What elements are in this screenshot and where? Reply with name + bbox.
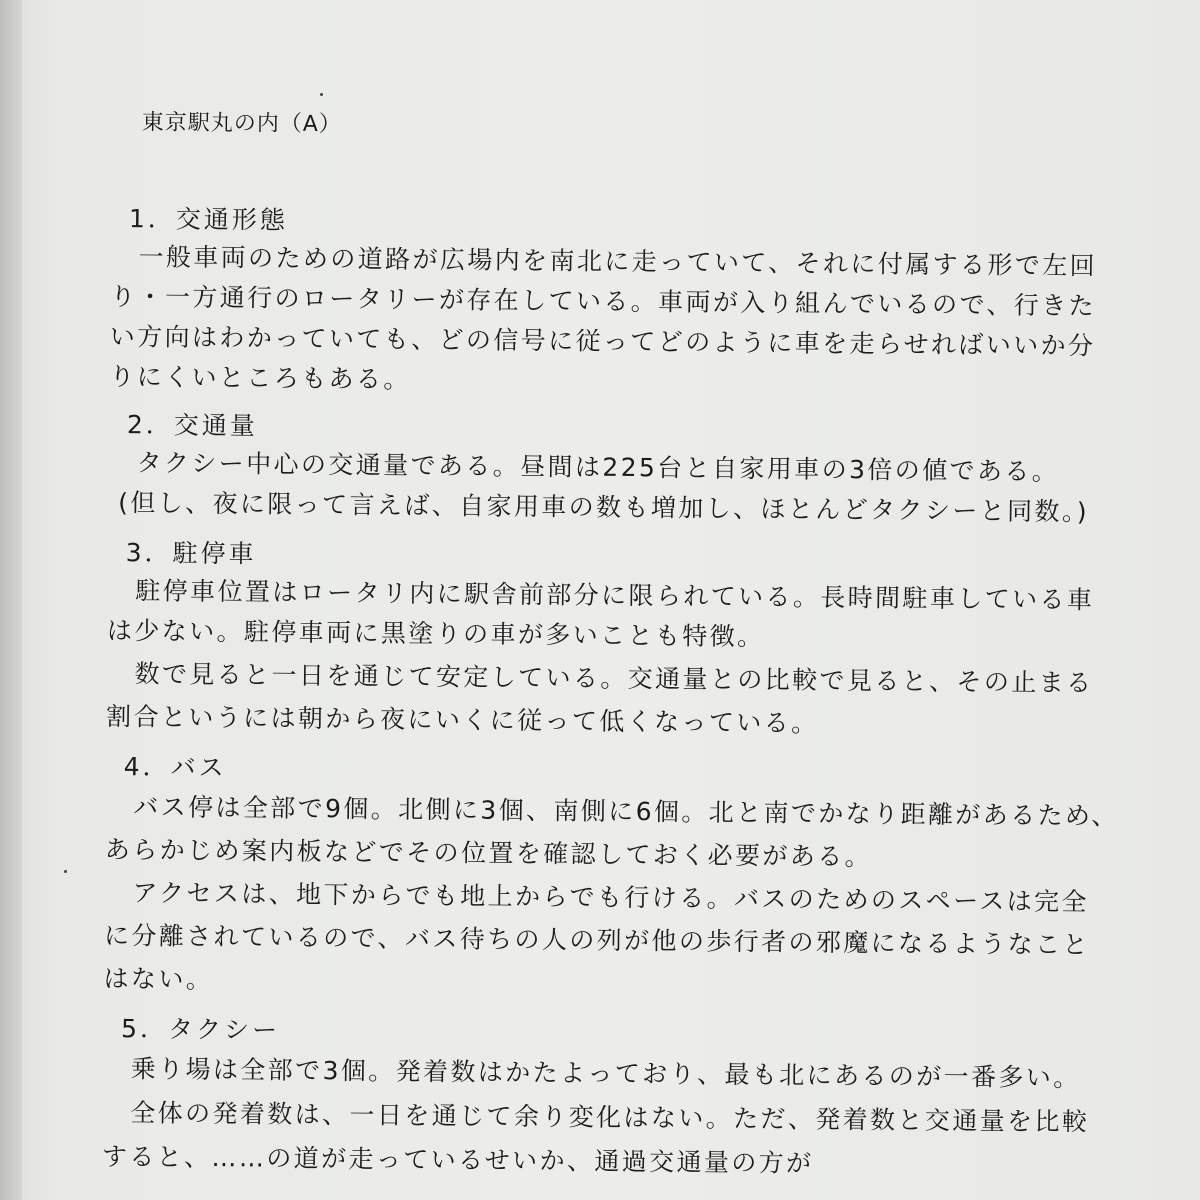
section-heading-taxi: 5．タクシー [120, 1014, 281, 1045]
paragraph-line: 数で見ると一日を通じて安定している。交通量との比較で見ると、その止まる [134, 659, 1094, 698]
page-title: 東京駅丸の内（A） [141, 110, 343, 138]
section-heading-parking: 3．駐停車 [125, 538, 257, 569]
paragraph-line: (但し、夜に限って言えば、自家用車の数も増加し、ほとんどタクシーと同数。) [118, 488, 1090, 527]
paragraph-line: りにくいところもある。 [109, 361, 411, 394]
paragraph-line: 駐停車位置はロータリ内に駅舎前部分に限られている。長時間駐車している車 [135, 576, 1095, 615]
section-heading-traffic-volume: 2．交通量 [126, 410, 258, 441]
section-heading-bus: 4．バス [123, 752, 227, 783]
paragraph-line: に分離されているので、バス待ちの人の列が他の歩行者の邪魔になるようなこと [103, 920, 1091, 960]
paragraph-line: すると、……の道が走っているせいか、通過交通量の方が [101, 1141, 814, 1178]
paragraph-line: アクセスは、地下からでも地上からでも行ける。バスのためのスペースは完全 [132, 878, 1090, 917]
paragraph-line: 割合というには朝から夜にいくに従って低くなっている。 [105, 701, 819, 738]
document-page [22, 0, 1200, 1200]
paragraph-line: り・一方通行のロータリーが存在している。車両が入り組んでいるので、行きた [110, 281, 1097, 321]
paragraph-line: あらかじめ案内板などでその位置を確認しておく必要がある。 [104, 834, 873, 872]
paragraph-line: タクシー中心の交通量である。昼間は225台と自家用車の3倍の値である。 [136, 448, 1060, 487]
paragraph-line: 乗り場は全部で3個。発着数はかたよっており、最も北にあるのが一番多い。 [130, 1054, 1081, 1093]
page-fold-shadow [0, 0, 22, 1200]
document-body [101, 105, 1172, 1178]
paragraph-line: い方向はわかっていても、どの信号に従ってどのように車を走らせればいいか分 [109, 321, 1096, 361]
paragraph-line: 一般車両のための道路が広場内を南北に走っていて、それに付属する形で左回 [138, 242, 1098, 281]
paragraph-line: は少ない。駐停車両に黒塗りの車が多いことも特徴。 [106, 615, 765, 652]
paragraph-line: はない。 [103, 963, 214, 995]
paragraph-line: 全体の発着数は、一日を通じて余り変化はない。ただ、発着数と交通量を比較 [130, 1098, 1090, 1137]
ink-speck [64, 870, 67, 873]
ink-speck [320, 93, 323, 96]
paragraph-line: バス停は全部で9個。北側に3個、南側に6個。北と南でかなり距離があるため、 [133, 792, 1119, 831]
section-heading-traffic-form: 1．交通形態 [128, 204, 288, 235]
